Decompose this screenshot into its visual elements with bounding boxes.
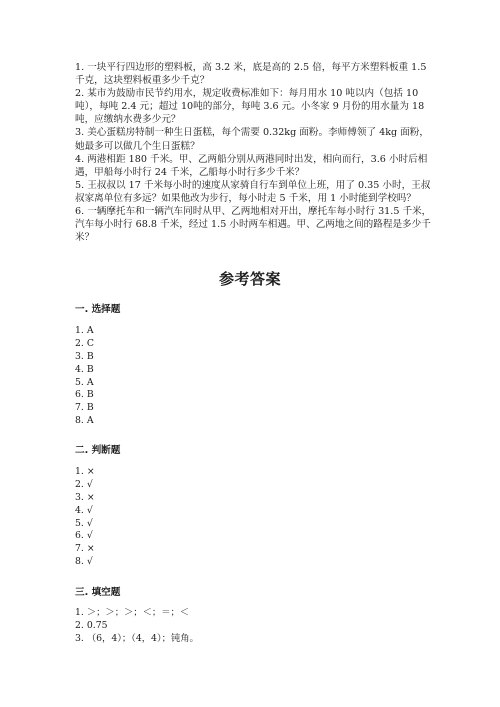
problem-5: 5. 王叔叔以 17 千米每小时的速度从家骑自行车到单位上班，用了 0.35 小时，王叔叔家离单位有多远？如果他改为步行，每小时走 5 千米，用 1 小时能到学校吗？ [75, 179, 431, 204]
answer-item: 6. √ [75, 530, 93, 542]
problem-3: 3. 美心蛋糕房特制一种生日蛋糕，每个需要 0.32kg 面粉。李师傅领了 4kg 面粉，她最多可以做几个生日蛋糕？ [75, 127, 429, 152]
problem-2: 2. 某市为鼓励市民节约用水，规定收费标准如下：每月用水 10 吨以内（包括 10吨），每吨 2.4 元；超过 10吨的部分，每吨 3.6 元。小冬家 9 月份的用水量为 18 吨，应缴纳水费多少元？ [75, 88, 425, 126]
section-heading-judgement: 二. 判断题 [75, 445, 121, 456]
answer-item: 7. × [75, 543, 95, 555]
answer-item: 4. √ [75, 504, 93, 516]
problem-4: 4. 两港相距 180 千米。甲、乙两船分别从两港同时出发，相向而行，3.6 小时后相遇，甲船每小时行 24 千米，乙船每小时行多少千米？ [75, 153, 428, 178]
answer-item: 8. √ [75, 556, 93, 568]
answer-item: 8. A [75, 415, 94, 427]
answer-item: 2. 0.75 [75, 619, 108, 631]
answer-item: 5. A [75, 376, 94, 388]
answer-list-fill-blank [75, 607, 199, 646]
answer-item: 1. ＞；＞；＞；＜；＝；＜ [75, 607, 190, 618]
answer-item: 5. √ [75, 517, 93, 529]
answer-item: 7. B [75, 402, 94, 414]
answer-item: 6. B [75, 389, 94, 401]
answer-item: 3. （6，4）；（4，4）；钝角。 [75, 632, 199, 644]
problem-6: 6. 一辆摩托车和一辆汽车同时从甲、乙两地相对开出，摩托车每小时行 31.5 千米，汽车每小时行 68.8 千米，经过 1.5 小时两车相遇。甲、乙两地之间的路程是多少千米？ [75, 206, 432, 244]
answer-list-judgement [75, 466, 95, 569]
answer-list-choice [75, 325, 94, 428]
answer-item: 3. B [75, 350, 94, 362]
answer-key-title: 参考答案 [218, 270, 281, 288]
word-problems [75, 61, 435, 244]
answer-item: 3. × [75, 491, 95, 503]
answer-item: 2. √ [75, 478, 93, 490]
answer-item: 1. × [75, 466, 95, 477]
problem-1: 1. 一块平行四边形的塑料板，高 3.2 米，底是高的 2.5 倍，每平方米塑料板重 1.5 千克，这块塑料板重多少千克？ [75, 62, 427, 87]
answer-item: 4. B [75, 363, 94, 375]
answer-item: 2. C [75, 337, 94, 349]
section-heading-choice: 一. 选择题 [75, 304, 121, 315]
section-heading-fill-blank: 三. 填空题 [75, 587, 121, 598]
answer-item: 1. A [75, 325, 94, 336]
